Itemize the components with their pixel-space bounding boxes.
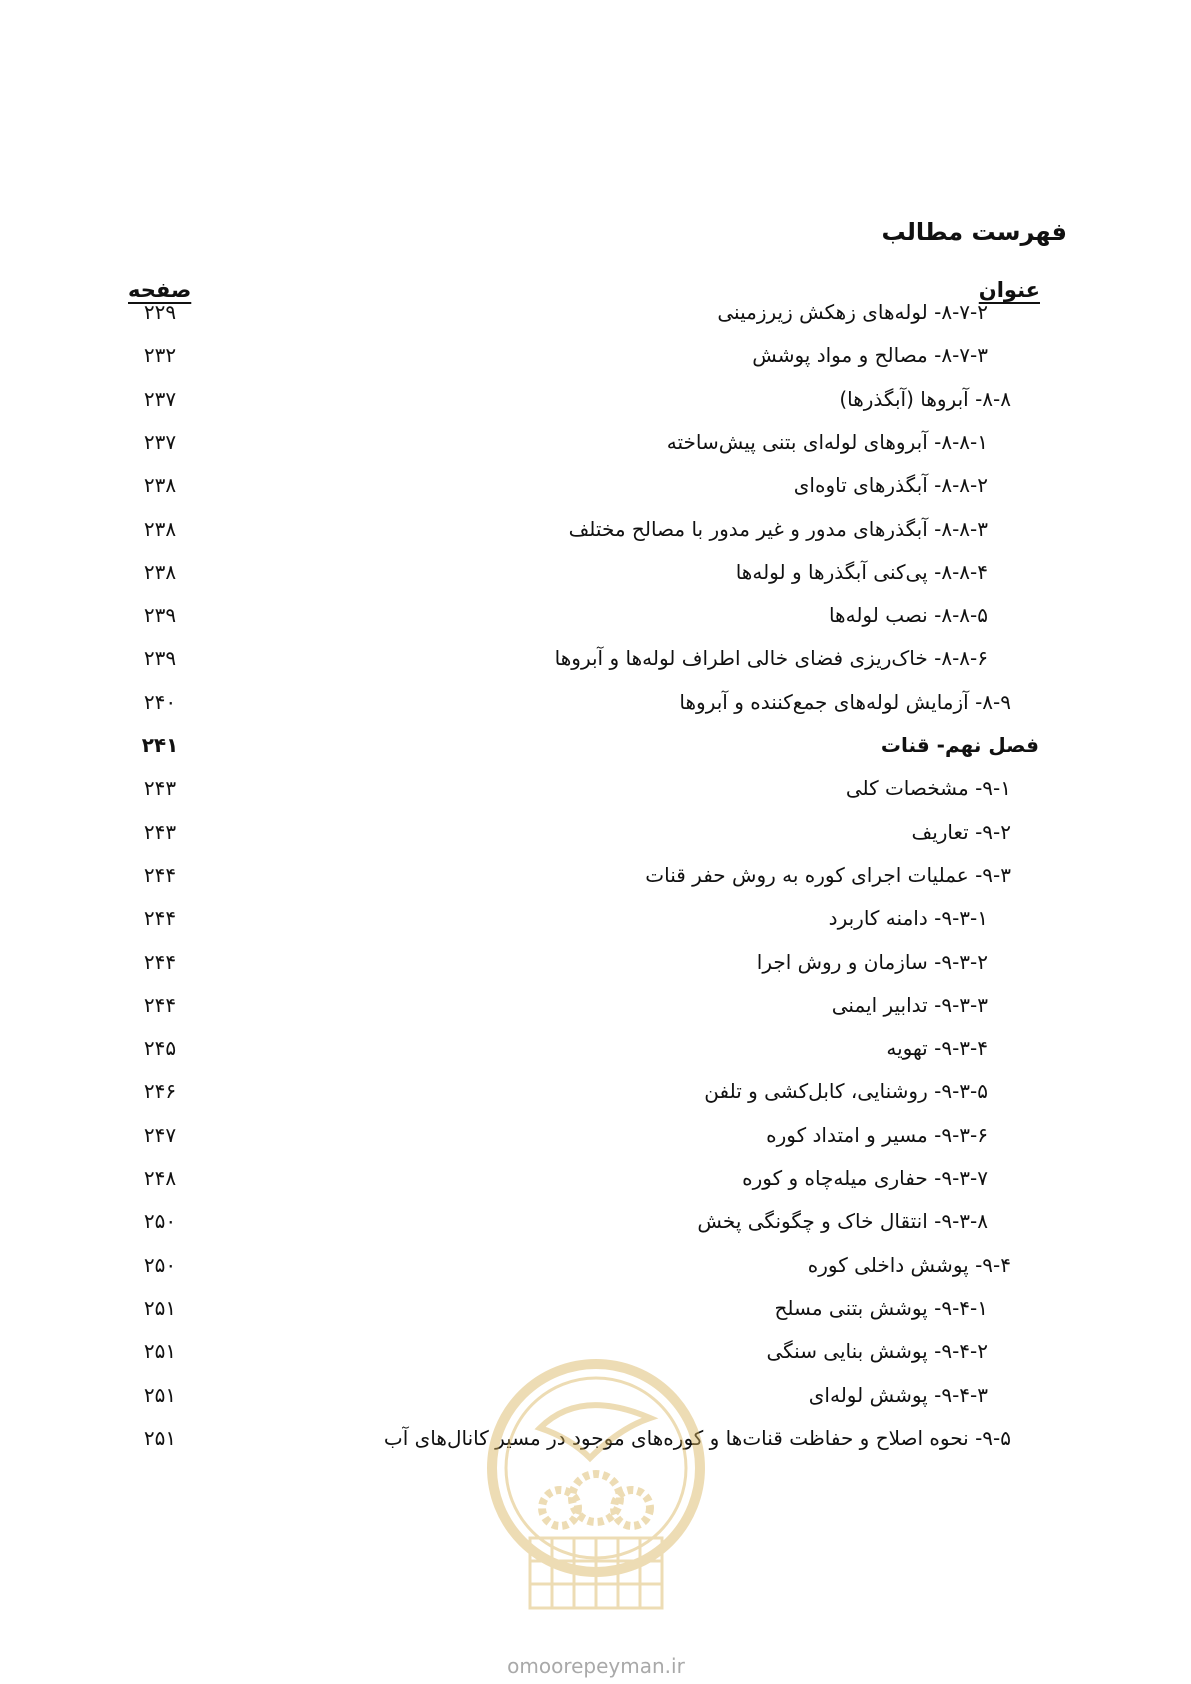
toc-entry — [0, 906, 1191, 936]
toc-entry-page: ۲۵۱ — [143, 1425, 177, 1450]
toc-entry-title: ۹-۵- نحوه اصلاح و حفاظت قنات‌ها و کوره‌های موجود در مسیر کانال‌های آب — [383, 1425, 1011, 1450]
toc-entry-title: ۹-۴-۳- پوشش لوله‌ای — [808, 1382, 988, 1407]
toc-entry-title: ۸-۸-۴- پی‌کنی آبگذرها و لوله‌ها — [735, 559, 988, 584]
toc-entry-title: ۹-۴-۲- پوشش بنایی سنگی — [766, 1339, 988, 1364]
toc-entry-title: ۹-۴- پوشش داخلی کوره — [807, 1252, 1011, 1277]
toc-entry-page: ۲۳۸ — [143, 516, 177, 541]
toc-entry-title: ۹-۲- تعاریف — [911, 819, 1011, 844]
page-title: فهرست مطالب — [881, 218, 1067, 246]
toc-entry-page: ۲۴۵ — [143, 1036, 177, 1061]
toc-entry — [0, 1079, 1191, 1109]
toc-entry-page: ۲۴۴ — [143, 992, 177, 1017]
toc-entry-page: ۲۴۸ — [143, 1166, 177, 1190]
toc-entry-title: ۹-۳-۱- دامنه کاربرد — [828, 906, 988, 931]
toc-entry — [0, 430, 1191, 460]
toc-entry-page: ۲۴۳ — [143, 819, 177, 844]
toc-entry — [0, 733, 1191, 763]
toc-entry-title: فصل نهم- قنات — [880, 733, 1039, 757]
toc-entry-title: ۸-۸- آبروها (آبگذرها) — [839, 386, 1011, 411]
toc-entry-page: ۲۳۷ — [143, 429, 177, 454]
header-page-column: صفحه — [128, 278, 192, 302]
toc-entry-page: ۲۳۷ — [143, 386, 177, 411]
toc-entry-title: ۹-۳-۵- روشنایی، کابل‌کشی و تلفن — [704, 1079, 988, 1104]
toc-entry — [0, 1296, 1191, 1326]
toc-entry-page: ۲۴۱ — [141, 733, 179, 757]
omoorepeyman-logo-icon — [460, 1358, 732, 1648]
toc-entry-page: ۲۴۴ — [143, 862, 177, 887]
toc-entry — [0, 517, 1191, 547]
toc-entry — [0, 603, 1191, 633]
toc-entry-page: ۲۵۰ — [143, 1209, 177, 1234]
toc-entry-title: ۸-۷-۲- لوله‌های زهکش زیرزمینی — [717, 300, 988, 324]
toc-entry-page: ۲۲۹ — [143, 300, 177, 324]
toc-entry-page: ۲۴۷ — [143, 1122, 177, 1147]
toc-entry-title: ۹-۳-۲- سازمان و روش اجرا — [756, 949, 988, 974]
toc-entry-title: ۹-۳-۷- حفاری میله‌چاه و کوره — [742, 1166, 988, 1190]
watermark — [460, 1358, 732, 1678]
toc-entry — [0, 950, 1191, 980]
toc-entry — [0, 387, 1191, 417]
toc-entry-page: ۲۳۸ — [143, 559, 177, 584]
toc-entry-title: ۹-۳- عملیات اجرای کوره به روش حفر قنات — [645, 862, 1011, 887]
toc-entry-page: ۲۵۱ — [143, 1339, 177, 1364]
toc-entry-title: ۸-۸-۶- خاک‌ریزی فضای خالی اطراف لوله‌ها و آبروها — [554, 646, 988, 671]
toc-entry-title: ۹-۳-۴- تهویه — [886, 1036, 988, 1061]
toc-entry — [0, 473, 1191, 503]
toc-entry-page: ۲۵۰ — [143, 1252, 177, 1277]
toc-entry-title: ۹-۳-۶- مسیر و امتداد کوره — [766, 1122, 988, 1147]
toc-entry-title: ۸-۸-۳- آبگذرهای مدور و غیر مدور با مصالح مختلف — [568, 516, 988, 541]
toc-entry — [0, 993, 1191, 1023]
toc-entry-page: ۲۳۹ — [143, 646, 177, 671]
toc-entry-title: ۸-۹- آزمایش لوله‌های جمع‌کننده و آبروها — [679, 689, 1011, 714]
toc-entry-page: ۲۴۴ — [143, 949, 177, 974]
toc-entry-title: ۸-۸-۵- نصب لوله‌ها — [828, 603, 988, 628]
toc-entry-page: ۲۴۳ — [143, 776, 177, 801]
toc-entry-page: ۲۴۰ — [143, 689, 177, 714]
toc-entry-page: ۲۳۲ — [143, 343, 177, 368]
header-title-column: عنوان — [978, 278, 1040, 302]
toc-entry-title: ۹-۳-۸- انتقال خاک و چگونگی پخش — [697, 1209, 988, 1234]
toc-entry-title: ۸-۸-۲- آبگذرهای تاوه‌ای — [793, 473, 988, 498]
toc-entry — [0, 1123, 1191, 1153]
toc-entry — [0, 300, 1191, 330]
toc-entry-title: ۸-۸-۱- آبروهای لوله‌ای بتنی پیش‌ساخته — [666, 429, 988, 454]
toc-entry — [0, 1166, 1191, 1196]
toc-entry — [0, 820, 1191, 850]
toc-entry — [0, 646, 1191, 676]
toc-entry-page: ۲۴۶ — [143, 1079, 177, 1104]
toc-entry — [0, 1036, 1191, 1066]
watermark-text: omoorepeyman.ir — [507, 1654, 685, 1678]
toc-entry — [0, 776, 1191, 806]
toc-entry-page: ۲۴۴ — [143, 906, 177, 931]
toc-entry-title: ۹-۱- مشخصات کلی — [845, 776, 1011, 801]
toc-entry-page: ۲۳۹ — [143, 603, 177, 628]
toc-entry-page: ۲۳۸ — [143, 473, 177, 498]
toc-entry — [0, 1209, 1191, 1239]
toc-entry-page: ۲۵۱ — [143, 1382, 177, 1407]
toc-entry-page: ۲۵۱ — [143, 1295, 177, 1320]
toc-entry — [0, 1253, 1191, 1283]
toc-entry-title: ۹-۳-۳- تدابیر ایمنی — [831, 992, 988, 1017]
toc-entry — [0, 560, 1191, 590]
toc-entry — [0, 343, 1191, 373]
toc-entry — [0, 690, 1191, 720]
toc-entry-title: ۸-۷-۳- مصالح و مواد پوشش — [752, 343, 988, 368]
toc-entry — [0, 863, 1191, 893]
toc-entry-title: ۹-۴-۱- پوشش بتنی مسلح — [774, 1295, 988, 1320]
